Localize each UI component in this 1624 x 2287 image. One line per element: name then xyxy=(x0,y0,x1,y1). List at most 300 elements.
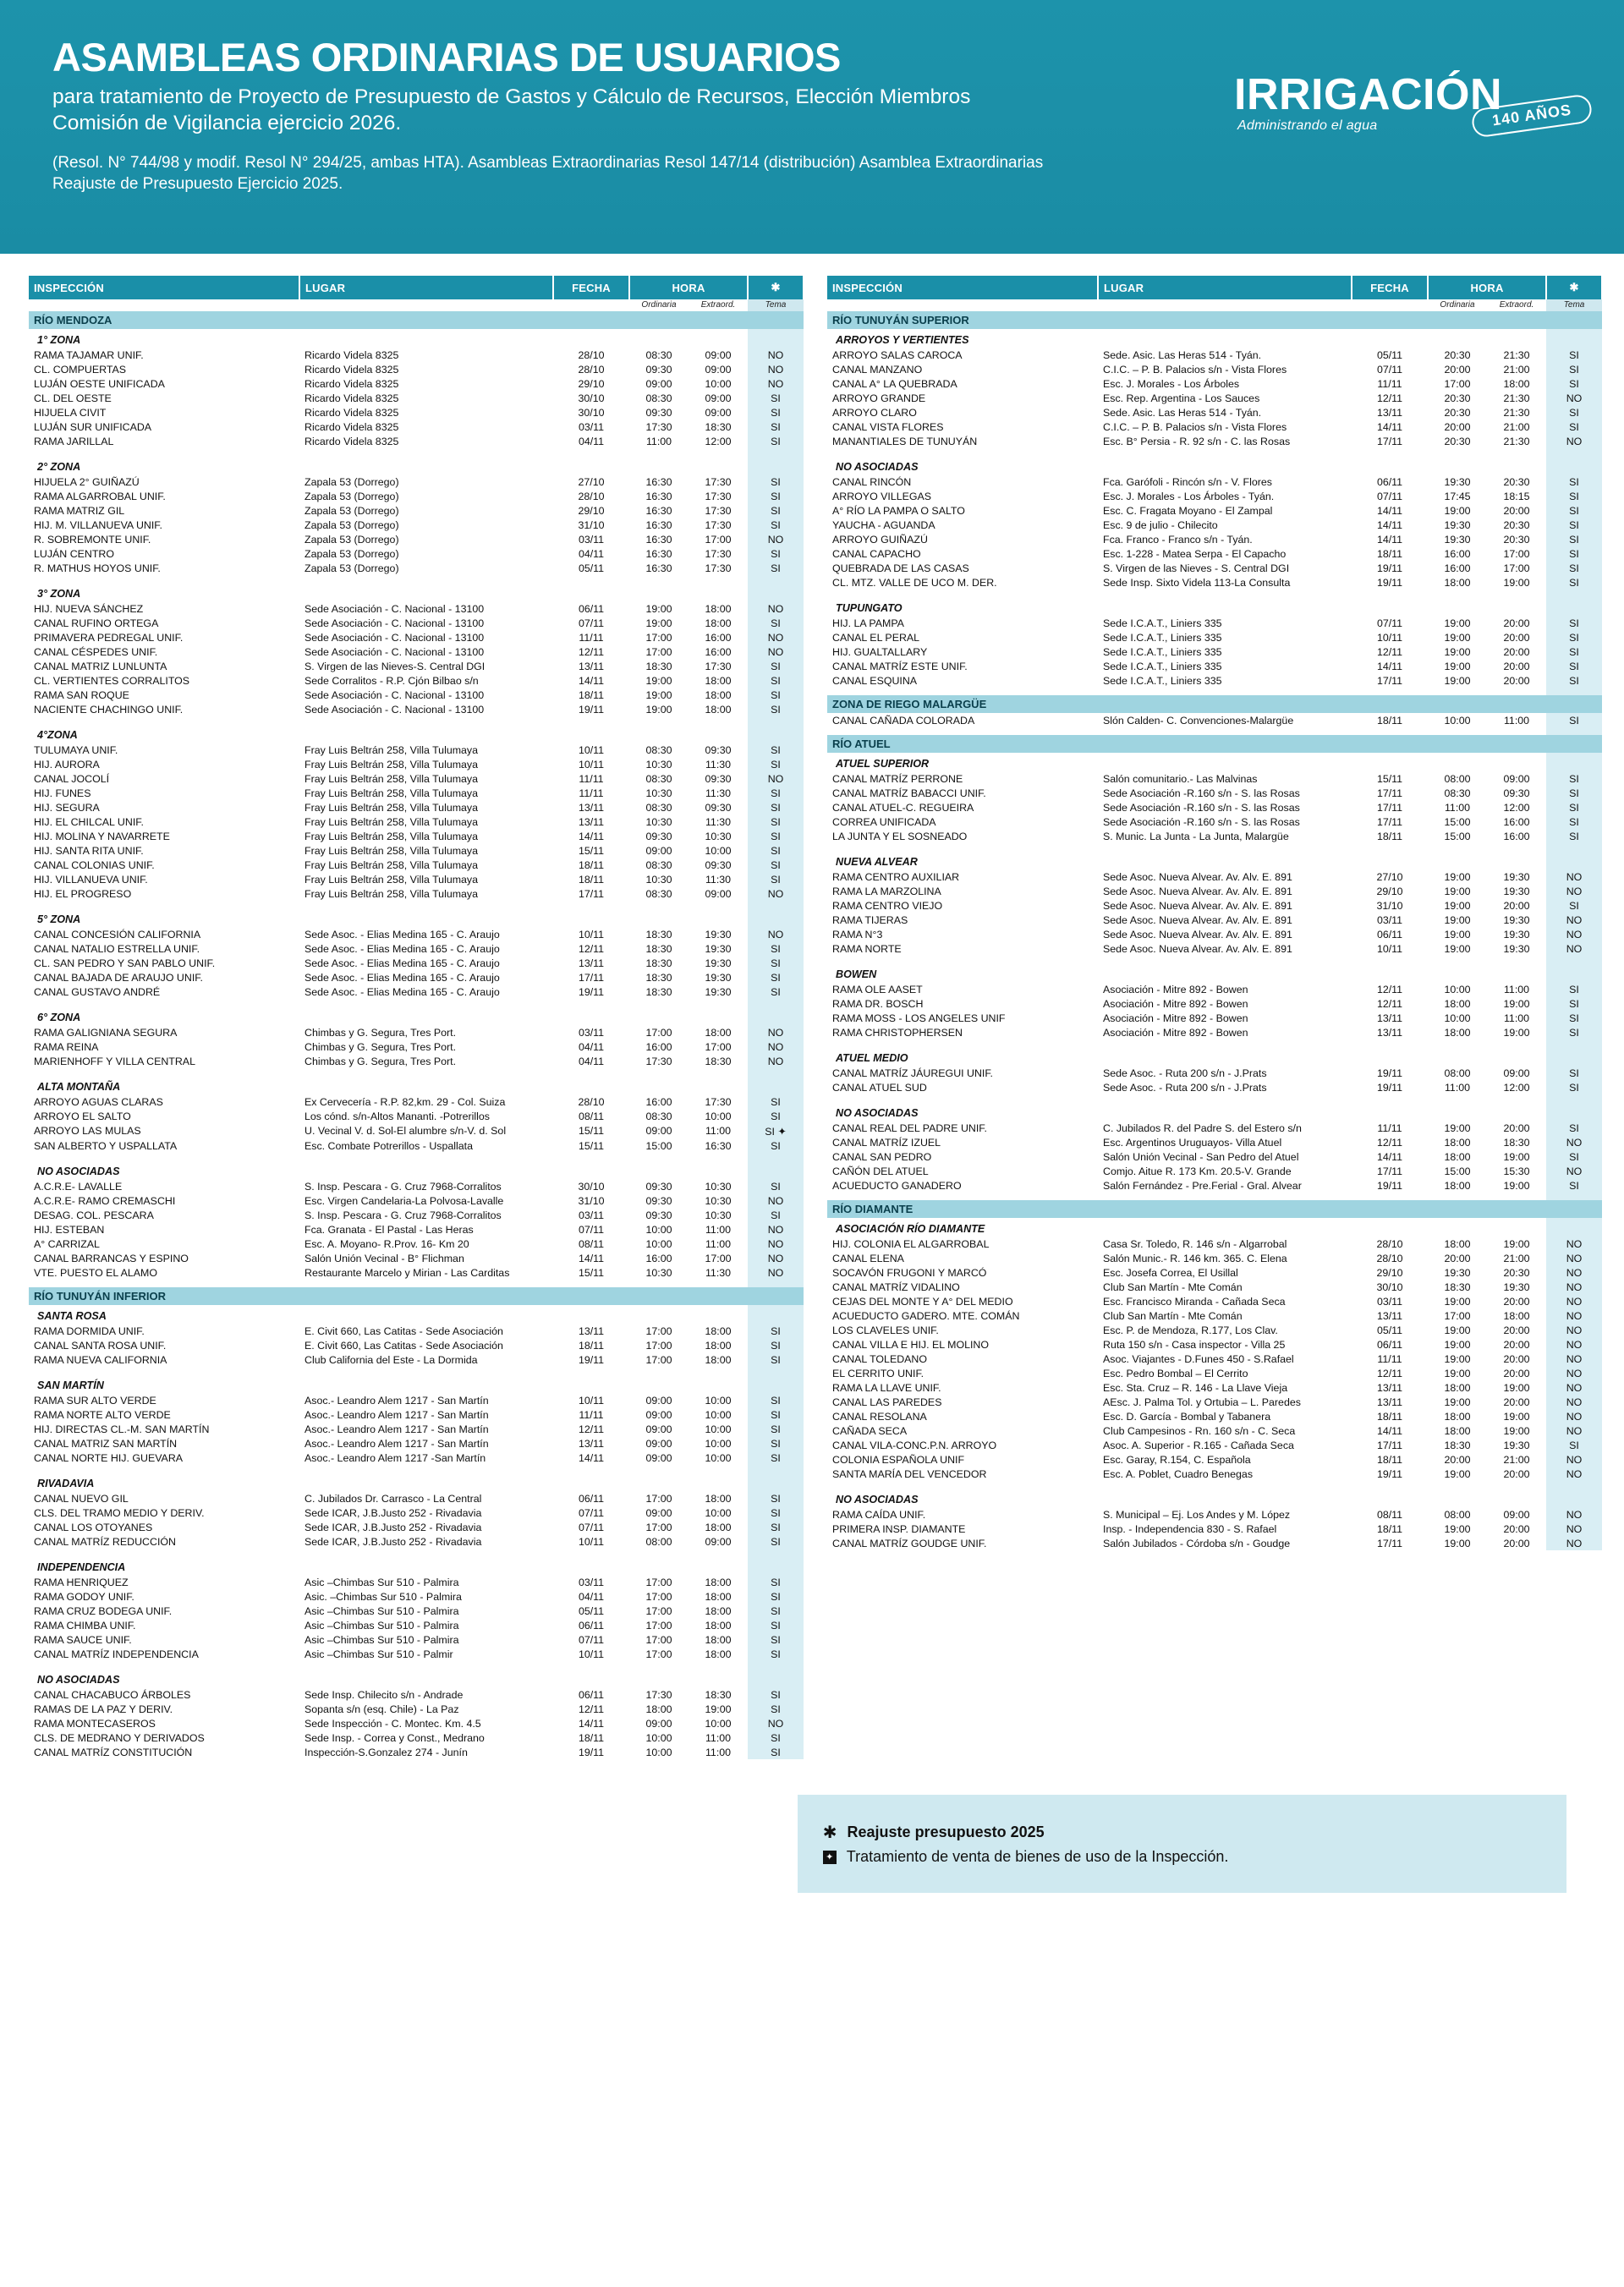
cell-inspeccion: ACUEDUCTO GADERO. MTE. COMÁN xyxy=(832,1309,1020,1322)
table-row xyxy=(29,489,804,503)
cell-inspeccion: RAMA TIJERAS xyxy=(832,913,908,926)
cell-fecha: 13/11 xyxy=(578,801,605,814)
cell-tema: SI xyxy=(1546,713,1602,727)
cell-lugar: Asic –Chimbas Sur 510 - Palmira xyxy=(304,1619,459,1632)
cell-inspeccion: ARROYO CLARO xyxy=(832,406,917,419)
cell-hora-extraordinaria: 09:30 xyxy=(705,801,732,814)
cell-fecha: 18/11 xyxy=(578,688,605,701)
brand-logo xyxy=(1234,29,1587,134)
cell-hora-extraordinaria: 09:30 xyxy=(705,743,732,756)
zone-header-row xyxy=(827,1218,1602,1237)
cell-hora-extraordinaria: 19:00 xyxy=(1503,1026,1530,1039)
spacer-row xyxy=(827,590,1602,597)
cell-inspeccion: A.C.R.E- RAMO CREMASCHI xyxy=(34,1194,176,1207)
cell-lugar: Esc. A. Moyano- R.Prov. 16- Km 20 xyxy=(304,1237,469,1250)
cell-hora-ordinaria: 09:30 xyxy=(645,406,672,419)
cell-hora-extraordinaria: 10:30 xyxy=(705,830,732,842)
cell-tema: SI xyxy=(1546,1080,1602,1094)
subhdr-extraord: Extraord. xyxy=(1487,299,1546,311)
cell-hora-extraordinaria: 11:30 xyxy=(705,873,732,886)
cell-hora-ordinaria: 11:00 xyxy=(1444,801,1471,814)
zone-header-row xyxy=(827,963,1602,982)
cell-tema: SI xyxy=(748,956,804,970)
cell-hora-extraordinaria: 09:00 xyxy=(705,392,732,404)
cell-hora-ordinaria: 20:30 xyxy=(1444,392,1471,404)
cell-fecha: 18/11 xyxy=(578,873,605,886)
cell-lugar: Sede Asoc. Nueva Alvear. Av. Alv. E. 891 xyxy=(1103,942,1292,955)
section-tema-cell xyxy=(1546,735,1602,753)
cell-lugar: Sede Asoc. Nueva Alvear. Av. Alv. E. 891 xyxy=(1103,928,1292,941)
cell-tema: SI xyxy=(748,1407,804,1422)
zone-tema-cell xyxy=(748,1669,804,1687)
cell-fecha: 13/11 xyxy=(1376,1012,1403,1024)
cell-lugar: Salón Munic.- R. 146 km. 365. C. Elena xyxy=(1103,1252,1287,1264)
cell-lugar: Asociación - Mitre 892 - Bowen xyxy=(1103,1012,1248,1024)
cell-tema: NO xyxy=(748,630,804,644)
cell-hora-ordinaria: 09:00 xyxy=(645,377,672,390)
cell-inspeccion: RAMA LA MARZOLINA xyxy=(832,885,941,897)
cell-hora-extraordinaria: 19:30 xyxy=(1503,1281,1530,1293)
cell-hora-extraordinaria: 09:30 xyxy=(705,858,732,871)
cell-inspeccion: CLS. DEL TRAMO MEDIO Y DERIV. xyxy=(34,1506,205,1519)
zone-tema-cell xyxy=(1546,963,1602,982)
cell-fecha: 14/11 xyxy=(578,1451,605,1464)
cell-tema: NO xyxy=(748,1025,804,1039)
spacer-row xyxy=(29,1280,804,1287)
cell-hora-ordinaria: 11:00 xyxy=(1444,1081,1471,1094)
cell-tema: NO xyxy=(1546,1323,1602,1337)
table-row xyxy=(29,376,804,391)
cell-hora-extraordinaria: 11:00 xyxy=(1503,1012,1530,1024)
cell-fecha: 14/11 xyxy=(1376,660,1403,672)
cell-lugar: S. Insp. Pescara - G. Cruz 7968-Corralitos xyxy=(304,1180,502,1193)
zone-tema-cell xyxy=(1546,1218,1602,1237)
table-row xyxy=(29,1208,804,1222)
cell-hora-extraordinaria: 19:30 xyxy=(1503,870,1530,883)
cell-inspeccion: CL. DEL OESTE xyxy=(34,392,112,404)
cell-fecha: 13/11 xyxy=(578,957,605,969)
cell-fecha: 06/11 xyxy=(1376,475,1403,488)
cell-inspeccion: CANAL NORTE HIJ. GUEVARA xyxy=(34,1451,184,1464)
cell-fecha: 12/11 xyxy=(1376,392,1403,404)
cell-lugar: Fray Luis Beltrán 258, Villa Tulumaya xyxy=(304,858,479,871)
cell-hora-ordinaria: 16:00 xyxy=(1444,562,1471,574)
cell-lugar: C.I.C. – P. B. Palacios s/n - Vista Flores xyxy=(1103,420,1287,433)
cell-tema: SI xyxy=(748,1647,804,1661)
table-row xyxy=(29,1123,804,1138)
cell-hora-extraordinaria: 20:00 xyxy=(1503,645,1530,658)
cell-lugar: Sede Asociación - C. Nacional - 13100 xyxy=(304,602,485,615)
section-label: RÍO ATUEL xyxy=(827,735,1546,753)
cell-hora-extraordinaria: 19:30 xyxy=(705,971,732,984)
cell-lugar: Asoc.- Leandro Alem 1217 - San Martín xyxy=(304,1423,489,1435)
cell-hora-ordinaria: 08:30 xyxy=(645,887,672,900)
cell-fecha: 30/10 xyxy=(578,392,605,404)
cell-fecha: 12/11 xyxy=(1376,1367,1403,1379)
table-row xyxy=(827,518,1602,532)
cell-hora-ordinaria: 18:30 xyxy=(645,928,672,941)
cell-lugar: Salón Unión Vecinal - San Pedro del Atuel xyxy=(1103,1150,1299,1163)
cell-fecha: 08/11 xyxy=(1376,1508,1403,1521)
cell-fecha: 17/11 xyxy=(1376,1165,1403,1177)
table-row xyxy=(827,1467,1602,1481)
cell-hora-extraordinaria: 16:00 xyxy=(705,645,732,658)
cell-hora-ordinaria: 09:00 xyxy=(645,844,672,857)
cell-hora-ordinaria: 18:00 xyxy=(1444,1150,1471,1163)
table-row xyxy=(29,1687,804,1702)
cell-tema: NO xyxy=(1546,434,1602,448)
cell-fecha: 13/11 xyxy=(1376,1396,1403,1408)
cell-fecha: 17/11 xyxy=(1376,1439,1403,1451)
spacer-tema-cell xyxy=(748,716,804,724)
cell-hora-ordinaria: 18:30 xyxy=(645,660,672,672)
zone-tema-cell xyxy=(748,456,804,474)
cell-hora-ordinaria: 08:30 xyxy=(645,772,672,785)
zone-label: BOWEN xyxy=(827,963,1546,982)
cell-tema: SI xyxy=(748,843,804,858)
cell-hora-ordinaria: 19:30 xyxy=(1444,518,1471,531)
cell-lugar: Sede. Asic. Las Heras 514 - Tyán. xyxy=(1103,348,1262,361)
zone-label: INDEPENDENCIA xyxy=(29,1556,748,1575)
cell-hora-extraordinaria: 18:00 xyxy=(705,602,732,615)
spacer-cell xyxy=(29,716,748,724)
cell-hora-extraordinaria: 18:00 xyxy=(1503,1309,1530,1322)
cell-fecha: 14/11 xyxy=(578,830,605,842)
cell-inspeccion: VTE. PUESTO EL ALAMO xyxy=(34,1266,157,1279)
cell-lugar: Sede. Asic. Las Heras 514 - Tyán. xyxy=(1103,406,1262,419)
cell-inspeccion: RAMA N°3 xyxy=(832,928,883,941)
spacer-tema-cell xyxy=(748,575,804,583)
col-lugar: LUGAR xyxy=(1098,276,1352,299)
cell-hora-extraordinaria: 20:00 xyxy=(1503,504,1530,517)
zone-header-row xyxy=(29,1556,804,1575)
cell-fecha: 17/11 xyxy=(1376,801,1403,814)
cell-lugar: S. Municipal – Ej. Los Andes y M. López xyxy=(1103,1508,1291,1521)
cell-lugar: Salón Fernández - Pre.Ferial - Gral. Alvear xyxy=(1103,1179,1302,1192)
cell-tema: SI xyxy=(748,1436,804,1451)
cell-inspeccion: RAMA JARILLAL xyxy=(34,435,114,447)
cell-inspeccion: CANAL MATRIZ SAN MARTÍN xyxy=(34,1437,178,1450)
cell-inspeccion: CANAL VILLA E HIJ. EL MOLINO xyxy=(832,1338,990,1351)
spacer-cell xyxy=(29,1153,748,1160)
cell-tema: NO xyxy=(1546,1536,1602,1550)
cell-tema: SI xyxy=(748,489,804,503)
cell-hora-ordinaria: 18:00 xyxy=(1444,1424,1471,1437)
cell-fecha: 17/11 xyxy=(578,887,605,900)
cell-hora-extraordinaria: 20:00 xyxy=(1503,617,1530,629)
spacer-tema-cell xyxy=(748,1661,804,1669)
cell-hora-ordinaria: 18:00 xyxy=(1444,1136,1471,1149)
cell-hora-extraordinaria: 19:30 xyxy=(1503,942,1530,955)
cell-inspeccion: HIJ. VILLANUEVA UNIF. xyxy=(34,873,148,886)
cell-fecha: 15/11 xyxy=(578,844,605,857)
cell-tema: SI xyxy=(748,1604,804,1618)
cell-hora-extraordinaria: 18:00 xyxy=(705,1339,732,1352)
cell-inspeccion: CANAL NUEVO GIL xyxy=(34,1492,129,1505)
cell-fecha: 30/10 xyxy=(578,1180,605,1193)
cell-inspeccion: CANAL MATRÍZ GOUDGE UNIF. xyxy=(832,1537,987,1549)
cell-hora-extraordinaria: 11:00 xyxy=(705,1731,732,1744)
cell-fecha: 05/11 xyxy=(1376,348,1403,361)
cell-tema: NO xyxy=(748,1054,804,1068)
cell-tema: NO xyxy=(1546,1352,1602,1366)
spacer-row xyxy=(827,1193,1602,1200)
cell-tema: SI xyxy=(1546,348,1602,362)
cell-fecha: 19/11 xyxy=(578,1746,605,1758)
cell-hora-extraordinaria: 17:30 xyxy=(705,547,732,560)
cell-lugar: Sede I.C.A.T., Liniers 335 xyxy=(1103,660,1222,672)
cell-inspeccion: HIJ. COLONIA EL ALGARROBAL xyxy=(832,1237,990,1250)
cell-hora-ordinaria: 16:30 xyxy=(645,533,672,546)
cell-lugar: Casa Sr. Toledo, R. 146 s/n - Algarrobal xyxy=(1103,1237,1287,1250)
cell-hora-extraordinaria: 20:30 xyxy=(1503,475,1530,488)
col-tema-icon: ✱ xyxy=(748,276,804,299)
cell-fecha: 03/11 xyxy=(1376,913,1403,926)
table-row xyxy=(827,348,1602,362)
cell-hora-extraordinaria: 19:00 xyxy=(1503,997,1530,1010)
asterisk-icon: ✱ xyxy=(822,1824,837,1842)
table-row xyxy=(29,941,804,956)
cell-hora-ordinaria: 17:00 xyxy=(645,1590,672,1603)
spacer-cell xyxy=(29,448,748,456)
cell-lugar: Sede Insp. Sixto Videla 113-La Consulta xyxy=(1103,576,1291,589)
table-row xyxy=(29,984,804,999)
cell-lugar: S. Virgen de las Nieves - S. Central DGI xyxy=(1103,562,1290,574)
cell-inspeccion: RAMA CAÍDA UNIF. xyxy=(832,1508,926,1521)
cell-hora-extraordinaria: 18:30 xyxy=(1503,1136,1530,1149)
cell-lugar: Zapala 53 (Dorrego) xyxy=(304,504,399,517)
cell-hora-ordinaria: 17:00 xyxy=(645,1648,672,1660)
spacer-tema-cell xyxy=(1546,956,1602,963)
cell-fecha: 28/10 xyxy=(1376,1237,1403,1250)
subhdr-blank3 xyxy=(1352,299,1428,311)
spacer-tema-cell xyxy=(748,448,804,456)
cell-lugar: C. Jubilados R. del Padre S. del Estero s/n xyxy=(1103,1122,1302,1134)
spacer-cell xyxy=(827,1481,1546,1489)
cell-lugar: Asoc. A. Superior - R.165 - Cañada Seca xyxy=(1103,1439,1294,1451)
cell-lugar: Sede Insp. Chilecito s/n - Andrade xyxy=(304,1688,464,1701)
table-row xyxy=(827,1251,1602,1265)
cell-hora-extraordinaria: 11:00 xyxy=(1503,714,1530,727)
cell-hora-ordinaria: 19:00 xyxy=(645,602,672,615)
cell-fecha: 07/11 xyxy=(1376,617,1403,629)
spacer-tema-cell xyxy=(1546,1481,1602,1489)
cell-hora-extraordinaria: 21:00 xyxy=(1503,363,1530,376)
zone-header-row xyxy=(827,851,1602,869)
cell-inspeccion: CANAL ATUEL-C. REGUEIRA xyxy=(832,801,974,814)
table-row xyxy=(827,913,1602,927)
cell-inspeccion: CANAL CONCESIÓN CALIFORNIA xyxy=(34,928,201,941)
section-tema-cell xyxy=(1546,695,1602,713)
cell-lugar: Fray Luis Beltrán 258, Villa Tulumaya xyxy=(304,801,479,814)
cell-hora-extraordinaria: 20:00 xyxy=(1503,1352,1530,1365)
header-text-block xyxy=(52,29,1059,195)
spacer-row xyxy=(827,727,1602,735)
cell-inspeccion: CANAL TOLEDANO xyxy=(832,1352,928,1365)
cell-lugar: Ricardo Videla 8325 xyxy=(304,435,399,447)
zone-tema-cell xyxy=(1546,329,1602,348)
col-inspeccion: INSPECCIÓN xyxy=(827,276,1098,299)
table-row xyxy=(29,1632,804,1647)
cell-hora-extraordinaria: 21:00 xyxy=(1503,1453,1530,1466)
cell-lugar: Ricardo Videla 8325 xyxy=(304,392,399,404)
cell-hora-extraordinaria: 10:00 xyxy=(705,1451,732,1464)
cell-hora-extraordinaria: 16:00 xyxy=(705,631,732,644)
zone-label: NO ASOCIADAS xyxy=(827,1102,1546,1121)
cell-inspeccion: CEJAS DEL MONTE Y A° DEL MEDIO xyxy=(832,1295,1013,1308)
cell-hora-ordinaria: 19:00 xyxy=(1444,885,1471,897)
table-row xyxy=(29,434,804,448)
cell-lugar: Fca. Franco - Franco s/n - Tyán. xyxy=(1103,533,1253,546)
cell-lugar: Sede Insp. - Correa y Const., Medrano xyxy=(304,1731,485,1744)
cell-inspeccion: CANAL VISTA FLORES xyxy=(832,420,944,433)
cell-hora-ordinaria: 19:00 xyxy=(1444,1396,1471,1408)
cell-inspeccion: TULUMAYA UNIF. xyxy=(34,743,118,756)
table-row xyxy=(29,1436,804,1451)
cell-fecha: 07/11 xyxy=(578,1633,605,1646)
table-row xyxy=(827,786,1602,800)
cell-inspeccion: HIJUELA 2° GUIÑAZÚ xyxy=(34,475,140,488)
cell-fecha: 03/11 xyxy=(1376,1295,1403,1308)
col-fecha: FECHA xyxy=(553,276,629,299)
cell-hora-extraordinaria: 12:00 xyxy=(1503,801,1530,814)
cell-hora-extraordinaria: 09:00 xyxy=(1503,1067,1530,1079)
cell-hora-ordinaria: 15:00 xyxy=(1444,830,1471,842)
cell-lugar: Sede Inspección - C. Montec. Km. 4.5 xyxy=(304,1717,481,1730)
table-row xyxy=(827,1395,1602,1409)
table-row xyxy=(827,982,1602,996)
cell-lugar: Club California del Este - La Dormida xyxy=(304,1353,478,1366)
cell-fecha: 13/11 xyxy=(578,660,605,672)
cell-inspeccion: CANAL NATALIO ESTRELLA UNIF. xyxy=(34,942,200,955)
cell-tema: SI xyxy=(1546,659,1602,673)
cell-hora-extraordinaria: 15:30 xyxy=(1503,1165,1530,1177)
table-row xyxy=(29,743,804,757)
cell-tema: SI xyxy=(1546,786,1602,800)
cell-lugar: Asic –Chimbas Sur 510 - Palmira xyxy=(304,1604,459,1617)
cell-fecha: 07/11 xyxy=(578,1521,605,1533)
cell-hora-ordinaria: 18:30 xyxy=(645,985,672,998)
table-row xyxy=(29,702,804,716)
cell-lugar: Club Campesinos - Rn. 160 s/n - C. Seca xyxy=(1103,1424,1296,1437)
col-lugar: LUGAR xyxy=(299,276,553,299)
table-row xyxy=(827,420,1602,434)
cell-inspeccion: CANAL MATRÍZ REDUCCIÓN xyxy=(34,1535,176,1548)
subhdr-blank2 xyxy=(1098,299,1352,311)
cell-fecha: 08/11 xyxy=(578,1110,605,1122)
zone-label: ATUEL MEDIO xyxy=(827,1047,1546,1066)
cell-fecha: 18/11 xyxy=(1376,830,1403,842)
cell-fecha: 19/11 xyxy=(1376,1467,1403,1480)
cell-tema: SI xyxy=(748,561,804,575)
cell-inspeccion: RAMA NORTE ALTO VERDE xyxy=(34,1408,171,1421)
cell-lugar: Chimbas y G. Segura, Tres Port. xyxy=(304,1026,457,1039)
table-row xyxy=(827,1522,1602,1536)
cell-hora-ordinaria: 17:00 xyxy=(645,1633,672,1646)
cell-tema: SI xyxy=(748,970,804,984)
cell-hora-ordinaria: 10:30 xyxy=(645,815,672,828)
table-row xyxy=(827,884,1602,898)
cell-hora-extraordinaria: 18:00 xyxy=(705,674,732,687)
cell-fecha: 18/11 xyxy=(578,858,605,871)
cell-lugar: Club San Martín - Mte Comán xyxy=(1103,1281,1243,1293)
table-row xyxy=(29,503,804,518)
cell-hora-extraordinaria: 19:00 xyxy=(1503,1424,1530,1437)
section-label: RÍO TUNUYÁN INFERIOR xyxy=(29,1287,748,1305)
cell-lugar: Sede Asoc. - Elias Medina 165 - C. Araujo xyxy=(304,985,500,998)
section-header-row xyxy=(827,695,1602,713)
cell-inspeccion: CANAL LAS PAREDES xyxy=(832,1396,942,1408)
cell-inspeccion: PRIMERA INSP. DIAMANTE xyxy=(832,1522,966,1535)
cell-fecha: 12/11 xyxy=(578,645,605,658)
cell-hora-ordinaria: 17:00 xyxy=(645,631,672,644)
cell-hora-ordinaria: 10:30 xyxy=(645,873,672,886)
cell-hora-extraordinaria: 20:30 xyxy=(1503,1266,1530,1279)
cell-inspeccion: HIJ. DIRECTAS CL.-M. SAN MARTÍN xyxy=(34,1423,210,1435)
cell-hora-ordinaria: 18:30 xyxy=(645,942,672,955)
cell-hora-extraordinaria: 10:00 xyxy=(705,1110,732,1122)
table-row xyxy=(29,546,804,561)
cell-lugar: Restaurante Marcelo y Mirian - Las Carditas xyxy=(304,1266,510,1279)
cell-hora-extraordinaria: 18:30 xyxy=(705,1055,732,1067)
cell-fecha: 11/11 xyxy=(579,1408,604,1421)
table-row xyxy=(827,898,1602,913)
spacer-tema-cell xyxy=(1546,688,1602,695)
cell-inspeccion: CANAL ESQUINA xyxy=(832,674,918,687)
spacer-row xyxy=(29,1153,804,1160)
cell-lugar: Sede Asoc. - Elias Medina 165 - C. Araujo xyxy=(304,971,500,984)
cell-hora-extraordinaria: 19:00 xyxy=(1503,1410,1530,1423)
cell-lugar: Sede Asoc. Nueva Alvear. Av. Alv. E. 891 xyxy=(1103,899,1292,912)
table-row xyxy=(827,434,1602,448)
cell-hora-extraordinaria: 18:00 xyxy=(1503,377,1530,390)
cell-fecha: 05/11 xyxy=(1376,1324,1403,1336)
cell-fecha: 17/11 xyxy=(578,971,605,984)
cell-tema: SI xyxy=(748,1745,804,1759)
cell-hora-extraordinaria: 20:00 xyxy=(1503,1338,1530,1351)
cell-lugar: Sopanta s/n (esq. Chile) - La Paz xyxy=(304,1703,459,1715)
cell-lugar: Asoc.- Leandro Alem 1217 - San Martín xyxy=(304,1408,489,1421)
spacer-cell xyxy=(29,1661,748,1669)
cell-fecha: 19/11 xyxy=(1376,1179,1403,1192)
cell-hora-ordinaria: 20:00 xyxy=(1444,420,1471,433)
cell-tema: NO xyxy=(748,886,804,901)
zone-tema-cell xyxy=(748,583,804,601)
cell-hora-extraordinaria: 20:00 xyxy=(1503,1522,1530,1535)
cell-inspeccion: NACIENTE CHACHINGO UNIF. xyxy=(34,703,184,716)
logo-wordmark: IRRIGACIÓN xyxy=(1234,70,1502,119)
zone-label: 5° ZONA xyxy=(29,908,748,927)
cell-lugar: C.I.C. – P. B. Palacios s/n - Vista Flores xyxy=(1103,363,1287,376)
cell-tema: SI xyxy=(748,1352,804,1367)
cell-hora-ordinaria: 17:00 xyxy=(645,1339,672,1352)
cell-lugar: Esc. D. García - Bombal y Tabanera xyxy=(1103,1410,1271,1423)
cell-fecha: 06/11 xyxy=(578,1619,605,1632)
cell-fecha: 10/11 xyxy=(578,1535,605,1548)
table-row xyxy=(29,1324,804,1338)
table-subheader-row xyxy=(827,299,1602,311)
table-row xyxy=(827,1536,1602,1550)
cell-tema: SI xyxy=(748,1702,804,1716)
zone-header-row xyxy=(827,753,1602,771)
spacer-tema-cell xyxy=(748,1280,804,1287)
cell-fecha: 14/11 xyxy=(1376,1150,1403,1163)
cell-hora-ordinaria: 18:00 xyxy=(1444,576,1471,589)
cell-hora-ordinaria: 19:00 xyxy=(1444,899,1471,912)
cell-lugar: Esc. Pedro Bombal – El Cerrito xyxy=(1103,1367,1248,1379)
cell-fecha: 14/11 xyxy=(1376,533,1403,546)
cell-lugar: Sede Asociación - C. Nacional - 13100 xyxy=(304,703,485,716)
